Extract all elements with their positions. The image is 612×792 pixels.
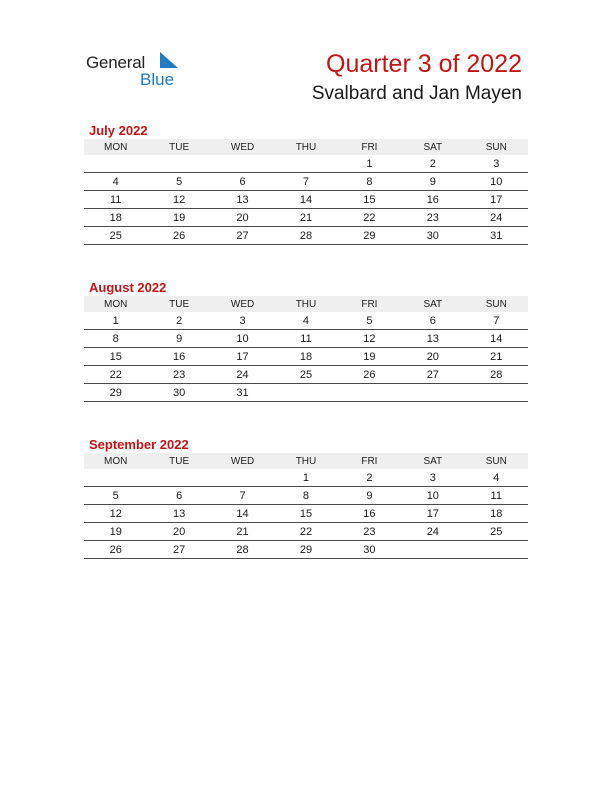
day-cell: 4 <box>274 312 337 330</box>
month-name: July 2022 <box>89 123 148 138</box>
week-row <box>84 384 528 402</box>
day-cell: 17 <box>211 348 274 366</box>
day-cell: 13 <box>211 191 274 209</box>
weekday-header-row <box>84 139 528 155</box>
week-row <box>84 469 528 487</box>
day-cell: 13 <box>401 330 464 348</box>
weekday-header: THU <box>274 139 337 155</box>
day-cell: 24 <box>401 523 464 541</box>
day-cell: 14 <box>465 330 528 348</box>
page-subtitle: Svalbard and Jan Mayen <box>311 83 522 104</box>
weekday-header: THU <box>274 453 337 469</box>
day-cell: 21 <box>465 348 528 366</box>
day-cell: 20 <box>211 209 274 227</box>
day-cell: 6 <box>211 173 274 191</box>
day-cell: 17 <box>401 505 464 523</box>
day-cell: 10 <box>211 330 274 348</box>
day-cell: 25 <box>274 366 337 384</box>
day-cell: 29 <box>84 384 147 402</box>
day-cell: 12 <box>338 330 401 348</box>
weekday-header: MON <box>84 453 147 469</box>
day-cell: 22 <box>274 523 337 541</box>
day-cell: 28 <box>211 541 274 559</box>
day-cell: 29 <box>338 227 401 245</box>
day-cell: 16 <box>338 505 401 523</box>
day-cell: 23 <box>147 366 210 384</box>
weekday-header-row <box>84 296 528 312</box>
day-cell: 8 <box>338 173 401 191</box>
day-cell: 7 <box>465 312 528 330</box>
day-cell: 10 <box>401 487 464 505</box>
day-cell: 1 <box>274 469 337 487</box>
day-cell: 8 <box>84 330 147 348</box>
day-cell: 4 <box>465 469 528 487</box>
week-row <box>84 366 528 384</box>
week-row <box>84 523 528 541</box>
day-cell: 27 <box>147 541 210 559</box>
weekday-header: WED <box>211 453 274 469</box>
day-cell: 3 <box>465 155 528 173</box>
day-cell: 22 <box>84 366 147 384</box>
day-cell: 12 <box>84 505 147 523</box>
day-cell: 14 <box>274 191 337 209</box>
generalblue-logo <box>86 50 196 90</box>
month-name: August 2022 <box>89 280 167 295</box>
day-cell: 10 <box>465 173 528 191</box>
day-cell: 16 <box>147 348 210 366</box>
day-cell: 23 <box>401 209 464 227</box>
weekday-header: FRI <box>338 296 401 312</box>
day-cell: 14 <box>211 505 274 523</box>
day-cell: 5 <box>84 487 147 505</box>
day-cell: 11 <box>274 330 337 348</box>
day-cell: 2 <box>338 469 401 487</box>
day-cell: 15 <box>84 348 147 366</box>
day-cell <box>401 541 464 559</box>
day-cell: 2 <box>147 312 210 330</box>
month-calendar-september <box>84 436 528 559</box>
weekday-header-row <box>84 453 528 469</box>
day-cell: 9 <box>338 487 401 505</box>
day-cell: 26 <box>84 541 147 559</box>
weekday-header: SAT <box>401 139 464 155</box>
day-cell: 23 <box>338 523 401 541</box>
day-cell: 6 <box>401 312 464 330</box>
day-cell: 5 <box>338 312 401 330</box>
day-cell <box>274 384 337 402</box>
weekday-header: SAT <box>401 453 464 469</box>
day-cell: 26 <box>147 227 210 245</box>
weekday-header: WED <box>211 296 274 312</box>
day-cell: 17 <box>465 191 528 209</box>
day-cell <box>147 155 210 173</box>
day-cell: 19 <box>84 523 147 541</box>
weekday-header: TUE <box>147 139 210 155</box>
weekday-header: TUE <box>147 296 210 312</box>
day-cell <box>338 384 401 402</box>
day-cell: 2 <box>401 155 464 173</box>
day-cell: 18 <box>274 348 337 366</box>
day-cell: 3 <box>401 469 464 487</box>
month-calendar-august <box>84 279 528 402</box>
week-row <box>84 209 528 227</box>
day-cell: 28 <box>465 366 528 384</box>
day-cell: 30 <box>338 541 401 559</box>
week-row <box>84 348 528 366</box>
day-cell: 29 <box>274 541 337 559</box>
week-row <box>84 330 528 348</box>
day-cell: 9 <box>147 330 210 348</box>
day-cell: 11 <box>465 487 528 505</box>
day-cell: 9 <box>401 173 464 191</box>
day-cell <box>147 469 210 487</box>
day-cell <box>211 469 274 487</box>
weekday-header: FRI <box>338 453 401 469</box>
day-cell: 15 <box>338 191 401 209</box>
day-cell: 11 <box>84 191 147 209</box>
week-row <box>84 541 528 559</box>
week-row <box>84 505 528 523</box>
day-cell: 1 <box>84 312 147 330</box>
weekday-header: SUN <box>465 296 528 312</box>
day-cell: 16 <box>401 191 464 209</box>
month-calendar-july <box>84 122 528 245</box>
week-row <box>84 155 528 173</box>
page-title: Quarter 3 of 2022 <box>326 50 522 78</box>
weekday-header: MON <box>84 139 147 155</box>
calendar-table <box>84 453 528 559</box>
weekday-header: THU <box>274 296 337 312</box>
day-cell: 27 <box>211 227 274 245</box>
day-cell: 21 <box>274 209 337 227</box>
weekday-header: MON <box>84 296 147 312</box>
logo-text-general: General <box>86 53 146 72</box>
day-cell: 12 <box>147 191 210 209</box>
day-cell: 3 <box>211 312 274 330</box>
weekday-header: WED <box>211 139 274 155</box>
weekday-header: SUN <box>465 139 528 155</box>
week-row <box>84 312 528 330</box>
day-cell: 4 <box>84 173 147 191</box>
day-cell: 31 <box>211 384 274 402</box>
day-cell: 19 <box>338 348 401 366</box>
day-cell: 19 <box>147 209 210 227</box>
month-name: September 2022 <box>89 437 189 452</box>
day-cell: 7 <box>274 173 337 191</box>
day-cell: 24 <box>465 209 528 227</box>
logo-triangle-icon <box>160 52 178 68</box>
day-cell <box>84 155 147 173</box>
day-cell: 5 <box>147 173 210 191</box>
day-cell: 8 <box>274 487 337 505</box>
day-cell: 6 <box>147 487 210 505</box>
day-cell: 7 <box>211 487 274 505</box>
logo-text-blue: Blue <box>140 70 175 89</box>
day-cell: 27 <box>401 366 464 384</box>
calendar-table <box>84 139 528 245</box>
day-cell: 25 <box>84 227 147 245</box>
day-cell: 30 <box>147 384 210 402</box>
day-cell: 20 <box>147 523 210 541</box>
day-cell: 18 <box>465 505 528 523</box>
week-row <box>84 173 528 191</box>
day-cell: 30 <box>401 227 464 245</box>
day-cell: 24 <box>211 366 274 384</box>
weekday-header: TUE <box>147 453 210 469</box>
day-cell: 28 <box>274 227 337 245</box>
day-cell <box>465 384 528 402</box>
day-cell: 20 <box>401 348 464 366</box>
weekday-header: FRI <box>338 139 401 155</box>
calendar-table <box>84 296 528 402</box>
weekday-header: SAT <box>401 296 464 312</box>
day-cell: 31 <box>465 227 528 245</box>
day-cell: 21 <box>211 523 274 541</box>
day-cell <box>401 384 464 402</box>
day-cell: 15 <box>274 505 337 523</box>
week-row <box>84 487 528 505</box>
week-row <box>84 227 528 245</box>
day-cell: 13 <box>147 505 210 523</box>
day-cell: 22 <box>338 209 401 227</box>
day-cell <box>211 155 274 173</box>
day-cell: 25 <box>465 523 528 541</box>
day-cell <box>465 541 528 559</box>
day-cell: 1 <box>338 155 401 173</box>
week-row <box>84 191 528 209</box>
day-cell: 26 <box>338 366 401 384</box>
day-cell: 18 <box>84 209 147 227</box>
day-cell <box>274 155 337 173</box>
day-cell <box>84 469 147 487</box>
weekday-header: SUN <box>465 453 528 469</box>
